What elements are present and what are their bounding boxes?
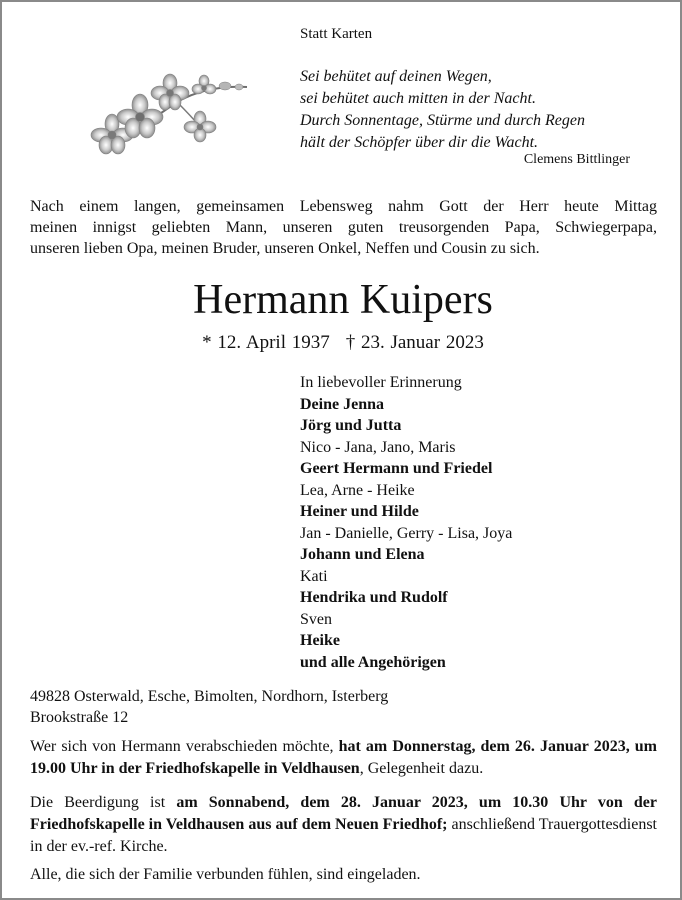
mourners-list [300, 372, 512, 673]
mourner-entry: Johann und Elena [300, 546, 425, 563]
funeral-text: Die Beerdigung ist [30, 794, 177, 811]
mourner-entry: Deine Jenna [300, 395, 384, 413]
mourner-entry: Sven [300, 610, 332, 628]
farewell-text: Wer sich von Hermann verabschieden möchte, [30, 738, 339, 755]
mourner-entry: Hendrika und Rudolf [300, 589, 448, 606]
orchid-branch-image [82, 57, 250, 165]
intro-text [30, 196, 657, 259]
deceased-name: Hermann Kuipers [193, 277, 493, 323]
funeral-details: am Sonnabend, dem 28. Januar 2023, um 10.30 Uhr von der Friedhofskapelle in Veldhausen aus auf dem Neuen Friedhof; [30, 794, 658, 833]
intro-line: unseren lieben Opa, meinen Bruder, unseren Onkel, Neffen und Cousin zu sich. [30, 240, 540, 257]
mourner-entry: Heiner und Hilde [300, 503, 419, 520]
address-line: Brookstraße 12 [30, 709, 129, 726]
address-block [30, 686, 388, 728]
mourner-entry: Heike [300, 632, 340, 649]
intro-line: Nach einem langen, gemeinsamen Lebensweg nahm Gott der Herr heute Mittag [30, 198, 657, 215]
poem-line: sei behütet auch mitten in der Nacht. [300, 90, 536, 107]
closing-paragraph: Alle, die sich der Familie verbunden fühlen, sind eingeladen. [30, 866, 421, 883]
mourner-entry: Lea, Arne - Heike [300, 481, 415, 499]
mourner-entry: und alle Angehörigen [300, 653, 446, 671]
life-dates [2, 332, 682, 354]
funeral-paragraph [30, 792, 657, 858]
farewell-details: hat am Donnerstag, dem 26. Januar 2023, um 19.00 Uhr in der Friedhofskapelle in Veldhausen [30, 738, 657, 777]
poem-line: Durch Sonnentage, Stürme und durch Regen [300, 112, 585, 129]
header-label: Statt Karten [300, 26, 373, 42]
mourner-entry: Kati [300, 567, 328, 585]
address-line: 49828 Osterwald, Esche, Bimolten, Nordhorn, Isterberg [30, 688, 389, 705]
mourners-heading: In liebevoller Erinnerung [300, 374, 462, 391]
birth-date: * 12. April 1937 [202, 332, 330, 353]
mourner-entry: Jörg und Jutta [300, 417, 402, 434]
mourner-entry: Nico - Jana, Jano, Maris [300, 438, 456, 456]
poem [300, 66, 585, 154]
mourner-entry: Geert Hermann und Friedel [300, 460, 493, 477]
farewell-paragraph [30, 736, 657, 780]
poem-author: Clemens Bittlinger [523, 152, 630, 167]
poem-line: Sei behütet auf deinen Wegen, [300, 68, 492, 85]
farewell-text: , Gelegenheit dazu. [359, 760, 484, 777]
poem-line: hält der Schöpfer über dir die Wacht. [300, 134, 539, 151]
death-date: † 23. Januar 2023 [345, 332, 484, 353]
mourner-entry: Jan - Danielle, Gerry - Lisa, Joya [300, 524, 513, 542]
funeral-text: anschließend Trauergottesdienst in der ev.-ref. Kirche. [30, 816, 658, 855]
intro-line: meinen innigst geliebten Mann, unseren guten treusorgenden Papa, Schwiegerpapa, [30, 219, 657, 236]
